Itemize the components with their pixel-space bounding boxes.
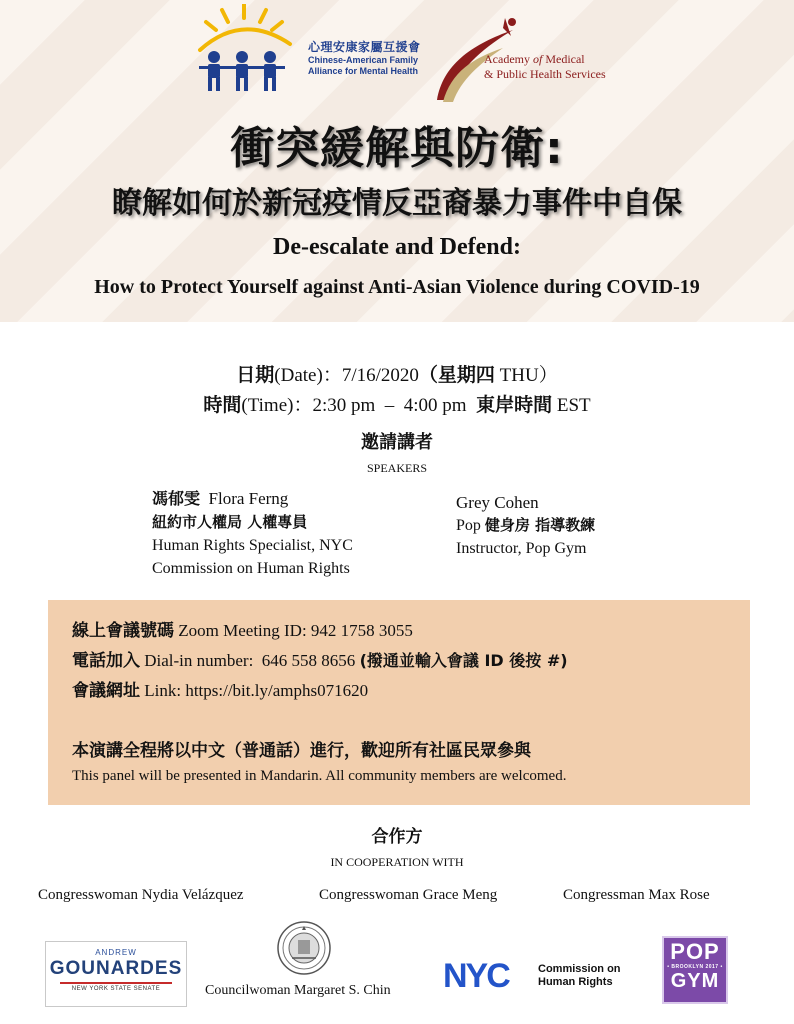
title-zh-sub: 瞭解如何於新冠疫情反亞裔暴力事件中自保 [112, 186, 682, 221]
partner-rose: Congressman Max Rose [563, 887, 710, 903]
cooperation-heading-en: IN COOPERATION WITH [330, 855, 464, 869]
nyc-text-line1: Commission on [538, 963, 621, 975]
speaker1-name [152, 487, 353, 511]
speaker2-title-zh: 健身房 指導教練 [484, 516, 596, 534]
zoom-label-zh: 線上會議號碼 [72, 621, 174, 641]
speakers-heading-en: SPEAKERS [366, 461, 428, 475]
language-note-en: This panel will be presented in Mandarin. All community members are welcomed. [72, 768, 567, 784]
date-value: 7/16/2020 [341, 365, 419, 386]
date-label-en: (Date)： [274, 365, 342, 386]
speaker-grey-cohen [456, 491, 595, 560]
zoom-meeting-id [72, 616, 413, 641]
caf-org-name [308, 38, 421, 77]
meeting-link-url[interactable]: Link: https://bit.ly/amphs071620 [140, 681, 369, 700]
meeting-link [72, 676, 368, 701]
dial-number-text[interactable]: Dial-in number: 646 558 8656 [140, 651, 360, 670]
ams-name-line2: & Public Health Services [484, 67, 606, 81]
gounardes-stripe [60, 982, 172, 984]
nyc-council-seal-icon [276, 920, 332, 976]
speaker1-name-en: Flora Ferng [200, 489, 289, 508]
pop-gym-logo [662, 936, 728, 1004]
speaker2-title-prefix: Pop [456, 517, 485, 534]
speaker1-title-en-line1: Human Rights Specialist, NYC [152, 537, 353, 554]
gounardes-logo [45, 941, 187, 1007]
title-zh-main: 衝突緩解與防衛: [230, 123, 564, 174]
nyc-mark-text: NYC [443, 958, 509, 990]
event-time [0, 390, 794, 417]
ams-name-line1 [484, 52, 606, 67]
partner-meng: Congresswoman Grace Meng [319, 887, 498, 903]
partner-velazquez: Congresswoman Nydia Velázquez [38, 887, 244, 903]
partner-chin: Councilwoman Margaret S. Chin [205, 983, 391, 998]
ams-name-of: of [532, 52, 543, 66]
language-note-zh: 本演講全程將以中文（普通話）進行，歡迎所有社區民眾參與 [72, 741, 531, 761]
speaker2-title-zh-line [456, 514, 595, 537]
ams-name-a: Academy [484, 52, 533, 66]
ams-name-b: Medical [542, 52, 585, 66]
speaker1-name-zh: 馮郁雯 [152, 489, 201, 508]
date-label-zh: 日期 [236, 364, 275, 386]
link-label-zh: 會議網址 [72, 681, 140, 701]
date-day-zh: （星期四 [418, 364, 495, 386]
pop-gym-tagline: • BROOKLYN 2017 • [667, 964, 723, 970]
family-alliance-logo-icon [192, 4, 307, 96]
speakers-heading-zh: 邀請講者 [361, 432, 433, 453]
title-en-main: De-escalate and Defend: [273, 234, 521, 260]
time-label-zh: 時間 [203, 394, 242, 416]
speaker2-name: Grey Cohen [456, 493, 539, 512]
zoom-id-text[interactable]: Zoom Meeting ID: 942 1758 3055 [174, 621, 413, 640]
gounardes-first-name: ANDREW [95, 948, 137, 957]
time-zone-zh: 東岸時間 [476, 394, 553, 416]
time-value: 2:30 pm – 4:00 pm [312, 395, 477, 416]
gounardes-office: NEW YORK STATE SENATE [71, 986, 161, 992]
time-zone-en: EST [552, 395, 591, 416]
nyc-logo-icon [443, 958, 533, 990]
speaker-flora-ferng [152, 487, 353, 580]
nyc-text-line2: Human Rights [538, 976, 613, 988]
ams-org-name [484, 52, 606, 82]
dial-in-number [72, 646, 568, 671]
cooperation-heading-zh: 合作方 [371, 827, 423, 847]
title-en-sub: How to Protect Yourself against Anti-Asian Violence during COVID-19 [94, 276, 700, 298]
dial-note-zh: (撥通並輸入會議 ID 後按 #) [359, 651, 568, 670]
speaker2-title-en: Instructor, Pop Gym [456, 540, 587, 557]
pop-gym-top: POP [670, 939, 720, 964]
speaker1-title-zh: 紐約市人權局 人權專員 [152, 513, 308, 531]
date-day-en: THU） [494, 365, 558, 386]
caf-name-zh: 心理安康家屬互援會 [308, 40, 421, 54]
nyc-commission-text [538, 963, 621, 989]
pop-gym-bottom: GYM [670, 970, 720, 992]
caf-name-en-line1: Chinese-American Family [308, 55, 419, 65]
event-date [0, 360, 794, 387]
gounardes-last-name: GOUNARDES [49, 958, 183, 979]
speaker1-title-en-line2: Commission on Human Rights [152, 560, 350, 577]
time-label-en: (Time)： [241, 395, 313, 416]
meeting-info-box [48, 600, 750, 805]
dial-label-zh: 電話加入 [72, 651, 140, 671]
caf-name-en-line2: Alliance for Mental Health [308, 66, 419, 76]
